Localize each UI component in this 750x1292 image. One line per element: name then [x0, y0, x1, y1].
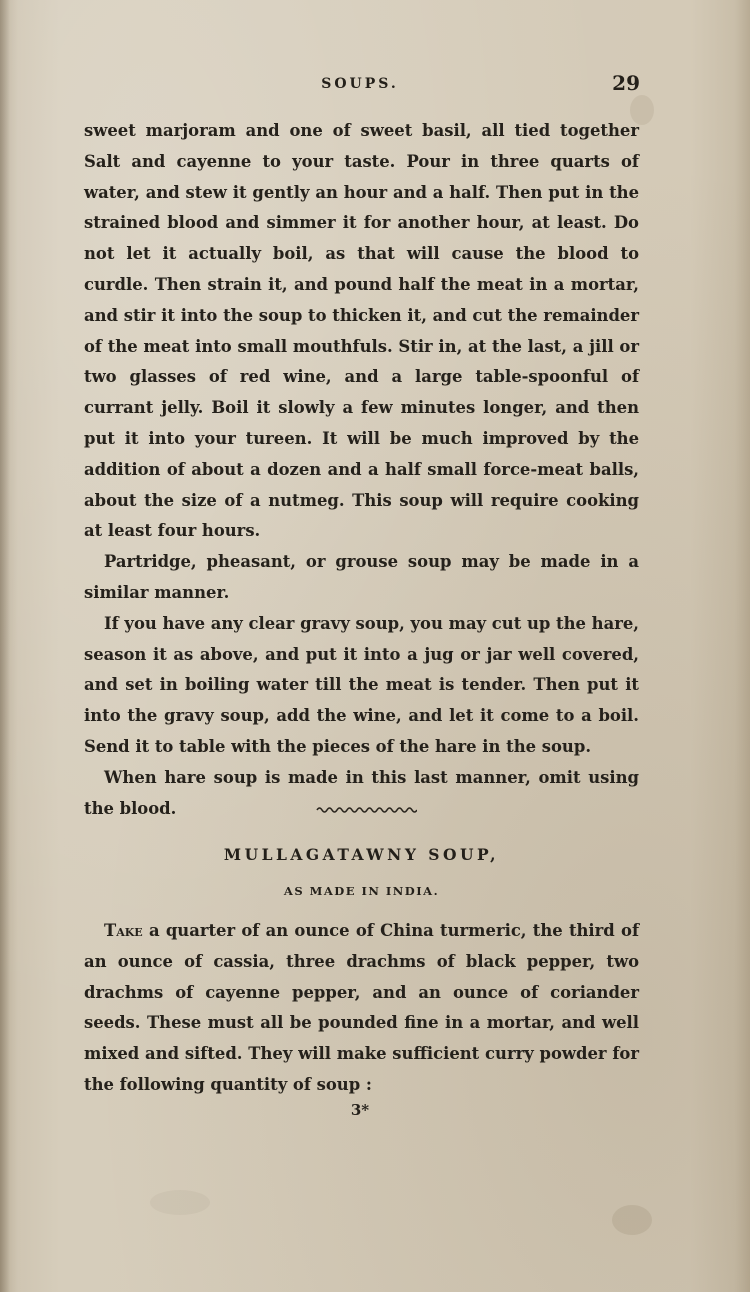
page-number: 29 — [612, 71, 640, 95]
lead-word: Take — [104, 921, 143, 940]
paragraph — [84, 916, 639, 1101]
paper-stain — [612, 1205, 652, 1235]
wavy-rule-ornament — [315, 803, 417, 817]
body-text — [84, 116, 639, 824]
running-head — [80, 71, 640, 98]
paper-stain — [150, 1190, 210, 1215]
paragraph: sweet marjoram and one of sweet basil, all tied together Salt and cayenne to your taste. Pour in three quarts of water, and stew it gently an hour and a half. Then put in the strained blood and simmer it for another hour, at least. Do not let it actually boil, as that will cause the blood to curdle. Then strain it, and pound half the meat in a mortar, and stir it into the soup to thicken it, and cut the remainder of the meat into small mouthfuls. Stir in, at the last, a jill or two glasses of red wine, and a large table-spoonful of currant jelly. Boil it slowly a few minutes longer, and then put it into your tureen. It will be much improved by the addition of about a dozen and a half small force-meat balls, about the size of a nutmeg. This soup will require cooking at least four hours. — [84, 121, 639, 541]
section-body-text — [84, 916, 639, 1101]
section-subtitle: AS MADE IN INDIA. — [283, 884, 440, 898]
paragraph-rest: a quarter of an ounce of China turmeric, the third of an ounce of cassia, three drachms of black pepper, two drachms of cayenne pepper, and an ounce of coriander seeds. These must all be pounded fine in a mortar, and well mixed and sifted. They will make sufficient curry powder for the following quantity of soup : — [84, 921, 639, 1094]
section-title: MULLAGATAWNY SOUP, — [223, 845, 500, 864]
paragraph: When hare soup is made in this last manner, omit using the blood. — [84, 767, 639, 818]
paragraph: Partridge, pheasant, or grouse soup may be made in a similar manner. — [84, 552, 639, 602]
signature-mark: 3* — [350, 1101, 370, 1119]
running-title: SOUPS. — [321, 76, 399, 92]
paragraph: If you have any clear gravy soup, you may cut up the hare, season it as above, and put it into a jug or jar well covered, and set in boiling water till the meat is tender. Then put it into the gravy soup, add the wine, and let it come to a boil. Send it to table with the pieces of the hare in the soup. — [84, 613, 639, 756]
